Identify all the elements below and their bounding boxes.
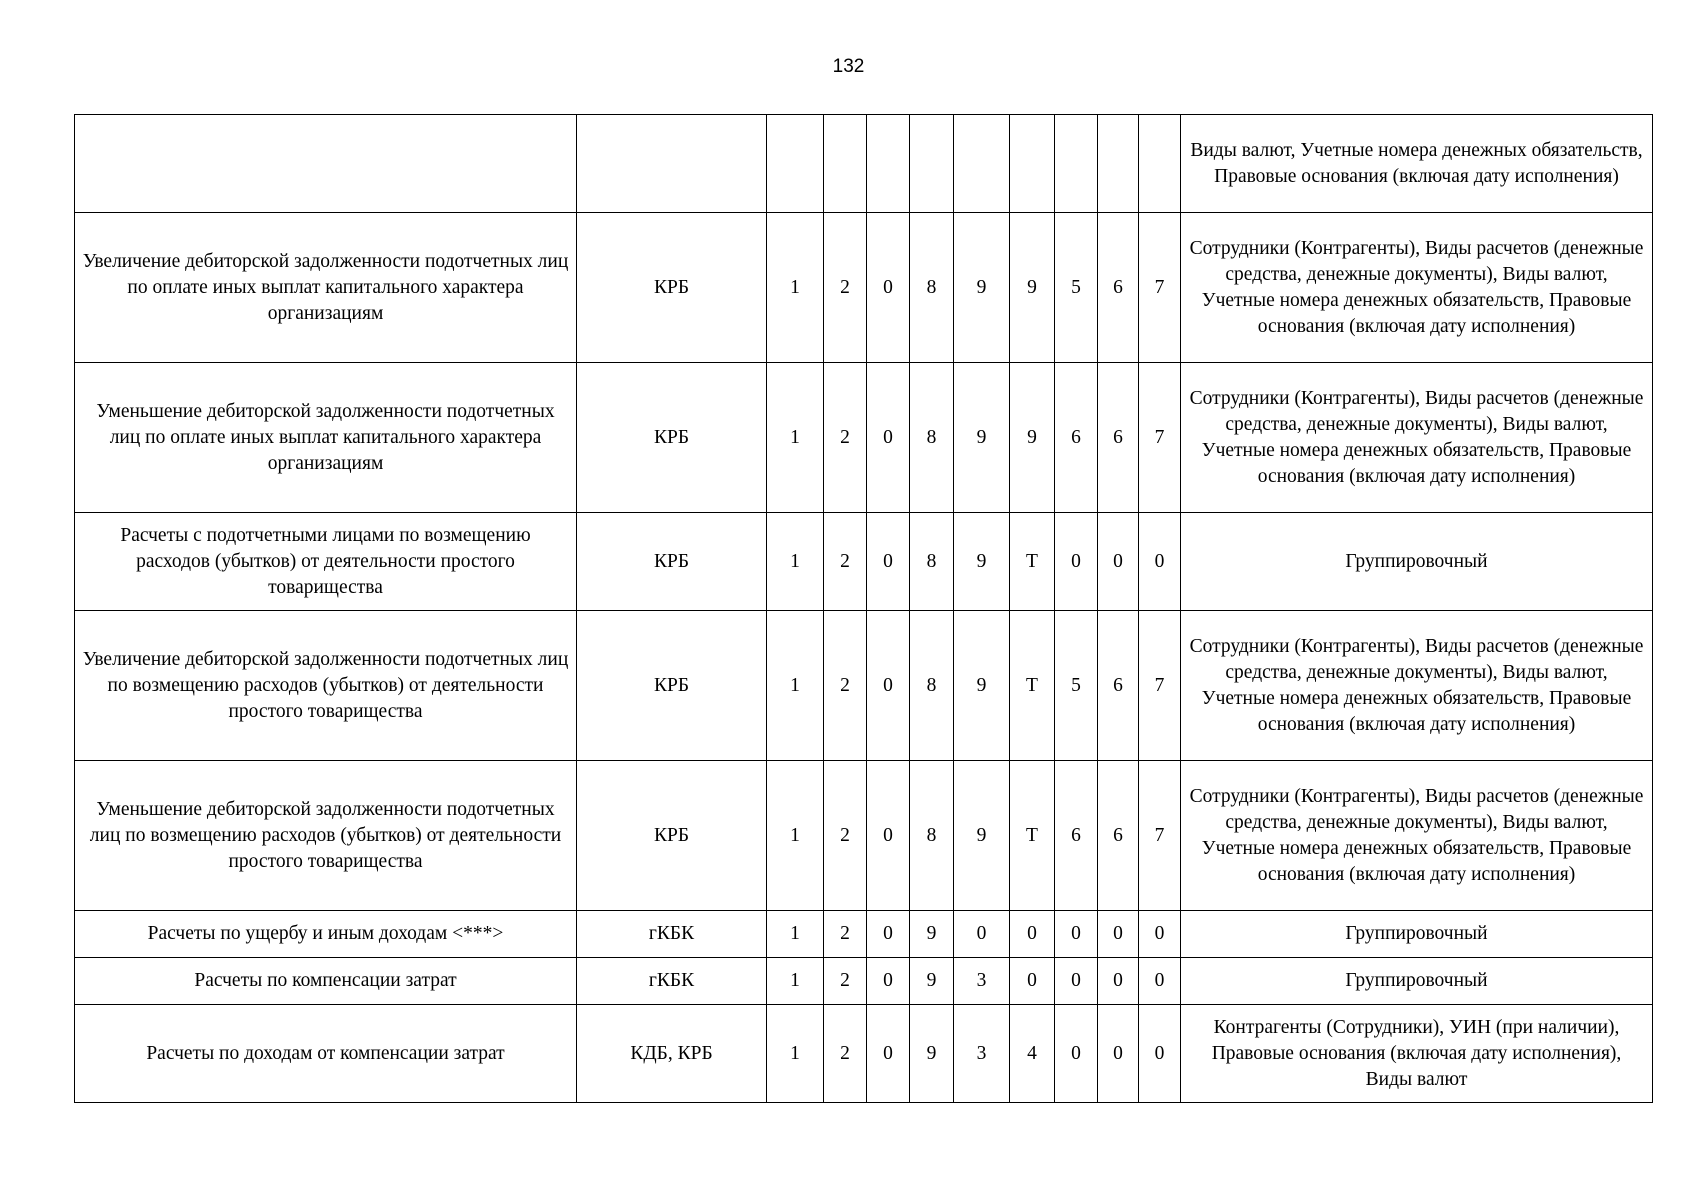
table-row [75, 958, 1653, 1005]
code-digit-2 [824, 115, 867, 213]
code-digit-6: 0 [1010, 958, 1055, 1005]
code-digit-8 [1098, 115, 1139, 213]
analytics-cell: Группировочный [1181, 958, 1653, 1005]
code-digit-4 [910, 115, 954, 213]
code-digit-9 [1139, 115, 1181, 213]
code-digit-5: 9 [954, 611, 1010, 761]
table-body [75, 115, 1653, 1103]
code-digit-3: 0 [867, 611, 910, 761]
code-digit-9: 0 [1139, 911, 1181, 958]
code-digit-7: 0 [1055, 911, 1098, 958]
code-digit-9: 7 [1139, 611, 1181, 761]
code-digit-2: 2 [824, 213, 867, 363]
code-digit-1 [767, 115, 824, 213]
account-name-cell: Расчеты с подотчетными лицами по возмещению расходов (убытков) от деятельности простого товарищества [75, 513, 577, 611]
code-digit-6: Т [1010, 513, 1055, 611]
code-digit-2: 2 [824, 1005, 867, 1103]
code-digit-6: 4 [1010, 1005, 1055, 1103]
code-digit-6: Т [1010, 761, 1055, 911]
account-name-cell: Увеличение дебиторской задолженности подотчетных лиц по возмещению расходов (убытков) от деятельности простого товарищества [75, 611, 577, 761]
basis-cell: КРБ [577, 761, 767, 911]
code-digit-8: 0 [1098, 1005, 1139, 1103]
analytics-cell: Сотрудники (Контрагенты), Виды расчетов (денежные средства, денежные документы), Виды валют, Учетные номера денежных обязательств, Правовые основания (включая дату исполнения) [1181, 213, 1653, 363]
table-row [75, 761, 1653, 911]
code-digit-2: 2 [824, 911, 867, 958]
account-name-cell: Уменьшение дебиторской задолженности подотчетных лиц по оплате иных выплат капитального характера организациям [75, 363, 577, 513]
code-digit-3: 0 [867, 513, 910, 611]
code-digit-5: 9 [954, 213, 1010, 363]
code-digit-2: 2 [824, 513, 867, 611]
code-digit-3: 0 [867, 363, 910, 513]
account-name-cell: Расчеты по доходам от компенсации затрат [75, 1005, 577, 1103]
code-digit-2: 2 [824, 958, 867, 1005]
table-row [75, 213, 1653, 363]
code-digit-7: 5 [1055, 611, 1098, 761]
analytics-cell: Сотрудники (Контрагенты), Виды расчетов (денежные средства, денежные документы), Виды валют, Учетные номера денежных обязательств, Правовые основания (включая дату исполнения) [1181, 363, 1653, 513]
code-digit-8: 0 [1098, 911, 1139, 958]
code-digit-9: 0 [1139, 513, 1181, 611]
account-name-cell: Расчеты по компенсации затрат [75, 958, 577, 1005]
code-digit-8: 0 [1098, 958, 1139, 1005]
code-digit-5: 9 [954, 761, 1010, 911]
code-digit-8: 6 [1098, 761, 1139, 911]
code-digit-7: 5 [1055, 213, 1098, 363]
table-row [75, 1005, 1653, 1103]
table-row [75, 363, 1653, 513]
code-digit-4: 9 [910, 1005, 954, 1103]
basis-cell: гКБК [577, 911, 767, 958]
basis-cell: КРБ [577, 513, 767, 611]
code-digit-4: 8 [910, 611, 954, 761]
code-digit-1: 1 [767, 911, 824, 958]
account-name-cell [75, 115, 577, 213]
analytics-cell: Сотрудники (Контрагенты), Виды расчетов (денежные средства, денежные документы), Виды валют, Учетные номера денежных обязательств, Правовые основания (включая дату исполнения) [1181, 611, 1653, 761]
analytics-cell: Группировочный [1181, 513, 1653, 611]
code-digit-7: 0 [1055, 1005, 1098, 1103]
code-digit-8: 6 [1098, 611, 1139, 761]
code-digit-1: 1 [767, 611, 824, 761]
basis-cell: гКБК [577, 958, 767, 1005]
code-digit-5: 3 [954, 958, 1010, 1005]
code-digit-1: 1 [767, 1005, 824, 1103]
basis-cell: КРБ [577, 611, 767, 761]
code-digit-3: 0 [867, 958, 910, 1005]
table-row [75, 115, 1653, 213]
code-digit-6: 9 [1010, 363, 1055, 513]
code-digit-4: 8 [910, 363, 954, 513]
code-digit-9: 7 [1139, 363, 1181, 513]
code-digit-9: 7 [1139, 213, 1181, 363]
code-digit-8: 6 [1098, 213, 1139, 363]
code-digit-7: 6 [1055, 363, 1098, 513]
code-digit-1: 1 [767, 958, 824, 1005]
account-name-cell: Увеличение дебиторской задолженности подотчетных лиц по оплате иных выплат капитального характера организациям [75, 213, 577, 363]
accounts-table [74, 114, 1653, 1103]
code-digit-1: 1 [767, 213, 824, 363]
code-digit-7: 0 [1055, 513, 1098, 611]
code-digit-6: 0 [1010, 911, 1055, 958]
code-digit-5: 0 [954, 911, 1010, 958]
code-digit-3: 0 [867, 1005, 910, 1103]
code-digit-4: 8 [910, 513, 954, 611]
code-digit-2: 2 [824, 761, 867, 911]
account-name-cell: Уменьшение дебиторской задолженности подотчетных лиц по возмещению расходов (убытков) от деятельности простого товарищества [75, 761, 577, 911]
code-digit-3: 0 [867, 761, 910, 911]
table-row [75, 611, 1653, 761]
table-row [75, 911, 1653, 958]
account-name-cell: Расчеты по ущербу и иным доходам <***> [75, 911, 577, 958]
code-digit-3: 0 [867, 213, 910, 363]
basis-cell: КРБ [577, 363, 767, 513]
code-digit-2: 2 [824, 363, 867, 513]
code-digit-6 [1010, 115, 1055, 213]
basis-cell [577, 115, 767, 213]
code-digit-6: 9 [1010, 213, 1055, 363]
code-digit-5: 9 [954, 363, 1010, 513]
code-digit-7 [1055, 115, 1098, 213]
code-digit-6: Т [1010, 611, 1055, 761]
code-digit-7: 0 [1055, 958, 1098, 1005]
analytics-cell: Виды валют, Учетные номера денежных обязательств, Правовые основания (включая дату исполнения) [1181, 115, 1653, 213]
code-digit-5: 9 [954, 513, 1010, 611]
code-digit-4: 9 [910, 958, 954, 1005]
analytics-cell: Контрагенты (Сотрудники), УИН (при наличии), Правовые основания (включая дату исполнения), Виды валют [1181, 1005, 1653, 1103]
code-digit-3: 0 [867, 911, 910, 958]
code-digit-5 [954, 115, 1010, 213]
code-digit-1: 1 [767, 761, 824, 911]
analytics-cell: Сотрудники (Контрагенты), Виды расчетов (денежные средства, денежные документы), Виды валют, Учетные номера денежных обязательств, Правовые основания (включая дату исполнения) [1181, 761, 1653, 911]
code-digit-8: 0 [1098, 513, 1139, 611]
code-digit-9: 0 [1139, 1005, 1181, 1103]
code-digit-1: 1 [767, 363, 824, 513]
code-digit-9: 7 [1139, 761, 1181, 911]
table-row [75, 513, 1653, 611]
code-digit-4: 8 [910, 213, 954, 363]
basis-cell: КРБ [577, 213, 767, 363]
code-digit-1: 1 [767, 513, 824, 611]
basis-cell: КДБ, КРБ [577, 1005, 767, 1103]
analytics-cell: Группировочный [1181, 911, 1653, 958]
code-digit-8: 6 [1098, 363, 1139, 513]
page-number: 132 [832, 56, 865, 77]
code-digit-7: 6 [1055, 761, 1098, 911]
code-digit-5: 3 [954, 1005, 1010, 1103]
code-digit-4: 8 [910, 761, 954, 911]
code-digit-9: 0 [1139, 958, 1181, 1005]
code-digit-3 [867, 115, 910, 213]
code-digit-4: 9 [910, 911, 954, 958]
code-digit-2: 2 [824, 611, 867, 761]
